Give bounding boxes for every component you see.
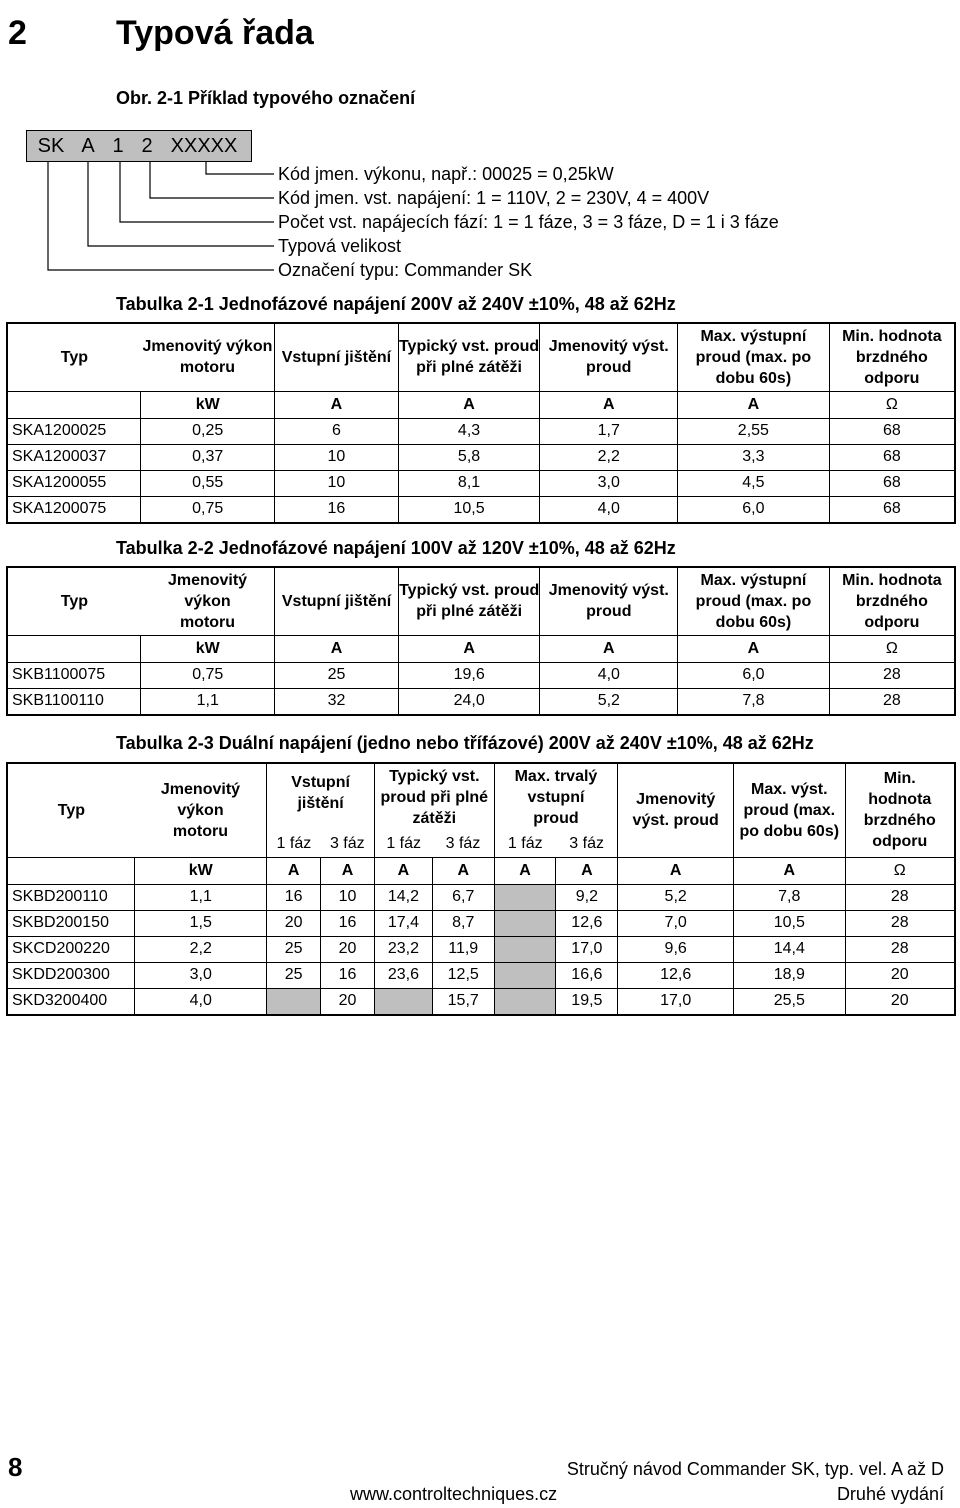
table-row [7, 884, 955, 910]
cell: SKA1200025 [7, 418, 141, 444]
cell: 5,2 [540, 688, 678, 715]
cell: 17,0 [618, 988, 734, 1015]
unit-cell: A [678, 391, 830, 418]
col-header: Max. trvalý vstupní proud [494, 763, 618, 831]
table1 [6, 322, 956, 524]
cell: SKBD200150 [7, 910, 135, 936]
cell: 12,5 [432, 962, 494, 988]
unit-cell: A [540, 391, 678, 418]
cell: SKDD200300 [7, 962, 135, 988]
cell: 6 [275, 418, 399, 444]
cell: 18,9 [734, 962, 845, 988]
phase-label: 3 fáz [569, 834, 604, 852]
legend-item: Počet vst. napájecích fází: 1 = 1 fáze, 3 = 3 fáze, D = 1 i 3 fáze [278, 212, 779, 232]
table-row [7, 418, 955, 444]
col-header: Min. hodnota brzdného odporu [845, 763, 955, 857]
cell: 23,2 [375, 936, 433, 962]
legend-item: Typová velikost [278, 236, 402, 256]
code-segment: XXXXX [170, 134, 238, 157]
unit-cell: A [321, 857, 375, 884]
cell [267, 988, 321, 1015]
table-row [7, 936, 955, 962]
unit-cell: A [734, 857, 845, 884]
cell [494, 962, 556, 988]
col-header: Vstupní jištění [275, 567, 399, 635]
cell: 20 [845, 988, 955, 1015]
cell: 4,0 [540, 662, 678, 688]
chapter-number: 2 [8, 14, 27, 52]
cell: 25 [275, 662, 399, 688]
cell: 25 [267, 962, 321, 988]
table-row [7, 688, 955, 715]
cell: 10 [275, 470, 399, 496]
table3 [6, 762, 956, 1016]
cell: 17,0 [556, 936, 618, 962]
cell: 10 [275, 444, 399, 470]
cell: 12,6 [556, 910, 618, 936]
code-legend [278, 162, 779, 282]
unit-cell: Ω [845, 857, 955, 884]
code-segment: 1 [112, 134, 124, 157]
col-header: Typ [60, 592, 89, 610]
cell: 68 [829, 444, 955, 470]
cell: 14,2 [375, 884, 433, 910]
cell [494, 884, 556, 910]
cell: 3,0 [540, 470, 678, 496]
chapter-title: Typová řada [116, 14, 314, 52]
unit-cell: A [275, 635, 399, 662]
cell: SKA1200075 [7, 496, 141, 523]
unit-cell [7, 391, 141, 418]
unit-cell: A [267, 857, 321, 884]
cell: SKD3200400 [7, 988, 135, 1015]
unit-cell: A [432, 857, 494, 884]
table-row [7, 662, 955, 688]
cell: 16 [321, 962, 375, 988]
unit-cell: A [618, 857, 734, 884]
col-header: Min. hodnota brzdného odporu [829, 567, 955, 635]
cell: 20 [845, 962, 955, 988]
col-header: Typ [60, 348, 89, 366]
code-segment: SK [37, 134, 65, 157]
cell: 3,0 [135, 962, 267, 988]
cell: 10,5 [734, 910, 845, 936]
code-segment: 2 [141, 134, 153, 157]
cell: SKA1200055 [7, 470, 141, 496]
table2 [6, 566, 956, 716]
cell: 0,75 [141, 496, 275, 523]
table3-caption: Tabulka 2-3 Duální napájení (jedno nebo třífázové) 200V až 240V ±10%, 48 až 62Hz [116, 733, 814, 753]
col-header: Jmenovitý výst. proud [540, 323, 678, 391]
cell [494, 988, 556, 1015]
cell: 1,1 [135, 884, 267, 910]
cell: 19,6 [398, 662, 540, 688]
cell: 4,0 [135, 988, 267, 1015]
cell: 15,7 [432, 988, 494, 1015]
cell: 16 [321, 910, 375, 936]
cell: 2,55 [678, 418, 830, 444]
col-header: Typický vst. proud při plné zátěži [398, 323, 540, 391]
phase-label: 3 fáz [329, 834, 365, 852]
col-header: Jmenovitý výkon motoru [142, 338, 273, 377]
col-header: Min. hodnota brzdného odporu [829, 323, 955, 391]
col-header: Vstupní jištění [275, 323, 399, 391]
col-header: Max. výstupní proud (max. po dobu 60s) [678, 567, 830, 635]
cell: 2,2 [135, 936, 267, 962]
cell: 32 [275, 688, 399, 715]
cell: 8,1 [398, 470, 540, 496]
col-header: Max. výstupní proud (max. po dobu 60s) [678, 323, 830, 391]
footer-website: www.controltechniques.cz [350, 1484, 558, 1504]
cell: 4,0 [540, 496, 678, 523]
cell: 9,2 [556, 884, 618, 910]
cell: 10,5 [398, 496, 540, 523]
cell: 23,6 [375, 962, 433, 988]
unit-cell: Ω [829, 391, 955, 418]
col-header: Typ [57, 801, 86, 819]
cell: SKBD200110 [7, 884, 135, 910]
cell: 20 [267, 910, 321, 936]
legend-item: Kód jmen. vst. napájení: 1 = 110V, 2 = 230V, 4 = 400V [278, 188, 710, 208]
table-row [7, 444, 955, 470]
cell: 0,37 [141, 444, 275, 470]
cell [494, 910, 556, 936]
cell: 17,4 [375, 910, 433, 936]
unit-cell: A [556, 857, 618, 884]
table2-caption: Tabulka 2-2 Jednofázové napájení 100V až 120V ±10%, 48 až 62Hz [116, 538, 676, 558]
cell: 68 [829, 496, 955, 523]
cell: 25,5 [734, 988, 845, 1015]
footer-doc-title: Stručný návod Commander SK, typ. vel. A až D [566, 1459, 944, 1479]
cell: 5,2 [618, 884, 734, 910]
phase-label: 1 fáz [494, 831, 556, 857]
table-row [7, 910, 955, 936]
unit-cell: A [494, 857, 556, 884]
table-row [7, 988, 955, 1015]
col-header: Vstupní jištění [267, 763, 375, 831]
table-row [7, 496, 955, 523]
cell: 1,1 [141, 688, 275, 715]
cell: 1,5 [135, 910, 267, 936]
col-header: Typický vst. proud při plné zátěži [398, 567, 540, 635]
cell: 6,0 [678, 662, 830, 688]
cell: 24,0 [398, 688, 540, 715]
legend-item: Kód jmen. výkonu, např.: 00025 = 0,25kW [278, 164, 614, 184]
col-header: Jmenovitý výst. proud [618, 763, 734, 857]
cell: 16 [267, 884, 321, 910]
cell: 28 [845, 936, 955, 962]
cell: SKB1100110 [7, 688, 141, 715]
unit-cell: A [540, 635, 678, 662]
cell: 16,6 [556, 962, 618, 988]
unit-cell: Ω [829, 635, 955, 662]
table-row [7, 962, 955, 988]
cell: 7,8 [678, 688, 830, 715]
cell [494, 936, 556, 962]
unit-cell: kW [141, 391, 275, 418]
unit-cell: A [678, 635, 830, 662]
cell: 7,8 [734, 884, 845, 910]
cell: 4,3 [398, 418, 540, 444]
phase-label: 1 fáz [267, 831, 321, 857]
cell: 28 [829, 688, 955, 715]
unit-cell: A [275, 391, 399, 418]
unit-cell [7, 857, 135, 884]
cell: 7,0 [618, 910, 734, 936]
cell: SKB1100075 [7, 662, 141, 688]
unit-cell: A [398, 635, 540, 662]
table-row [7, 470, 955, 496]
cell: 14,4 [734, 936, 845, 962]
cell: 28 [845, 910, 955, 936]
cell [375, 988, 433, 1015]
cell: 0,55 [141, 470, 275, 496]
cell: 4,5 [678, 470, 830, 496]
unit-cell: A [375, 857, 433, 884]
cell: 10 [321, 884, 375, 910]
cell: 68 [829, 418, 955, 444]
cell: 12,6 [618, 962, 734, 988]
col-header: Jmenovitý výst. proud [540, 567, 678, 635]
col-header: Jmenovitý výkon motoru [167, 571, 248, 631]
cell: 19,5 [556, 988, 618, 1015]
cell: 6,7 [432, 884, 494, 910]
cell: SKA1200037 [7, 444, 141, 470]
cell: 68 [829, 470, 955, 496]
code-segment: A [81, 134, 95, 157]
cell: 8,7 [432, 910, 494, 936]
phase-label: 1 fáz [375, 831, 433, 857]
cell: 11,9 [432, 936, 494, 962]
cell: 16 [275, 496, 399, 523]
col-header: Typický vst. proud při plné zátěži [375, 763, 495, 831]
legend-item: Označení typu: Commander SK [278, 260, 533, 280]
figure-caption: Obr. 2-1 Příklad typového označení [116, 88, 416, 108]
cell: 5,8 [398, 444, 540, 470]
table1-caption: Tabulka 2-1 Jednofázové napájení 200V až 240V ±10%, 48 až 62Hz [116, 294, 676, 314]
cell: 25 [267, 936, 321, 962]
col-header: Max. výst. proud (max. po dobu 60s) [734, 763, 845, 857]
cell: 9,6 [618, 936, 734, 962]
cell: 28 [829, 662, 955, 688]
cell: 3,3 [678, 444, 830, 470]
cell: 28 [845, 884, 955, 910]
unit-cell: A [398, 391, 540, 418]
cell: 6,0 [678, 496, 830, 523]
unit-cell: kW [141, 635, 275, 662]
cell: 2,2 [540, 444, 678, 470]
cell: 20 [321, 936, 375, 962]
cell: SKCD200220 [7, 936, 135, 962]
cell: 0,75 [141, 662, 275, 688]
footer-edition: Druhé vydání [836, 1484, 944, 1504]
col-header: Jmenovitý výkon motoru [160, 780, 241, 840]
cell: 20 [321, 988, 375, 1015]
unit-cell [7, 635, 141, 662]
cell: 0,25 [141, 418, 275, 444]
phase-label: 3 fáz [445, 834, 481, 852]
page-number: 8 [8, 1452, 23, 1482]
cell: 1,7 [540, 418, 678, 444]
unit-cell: kW [135, 857, 267, 884]
